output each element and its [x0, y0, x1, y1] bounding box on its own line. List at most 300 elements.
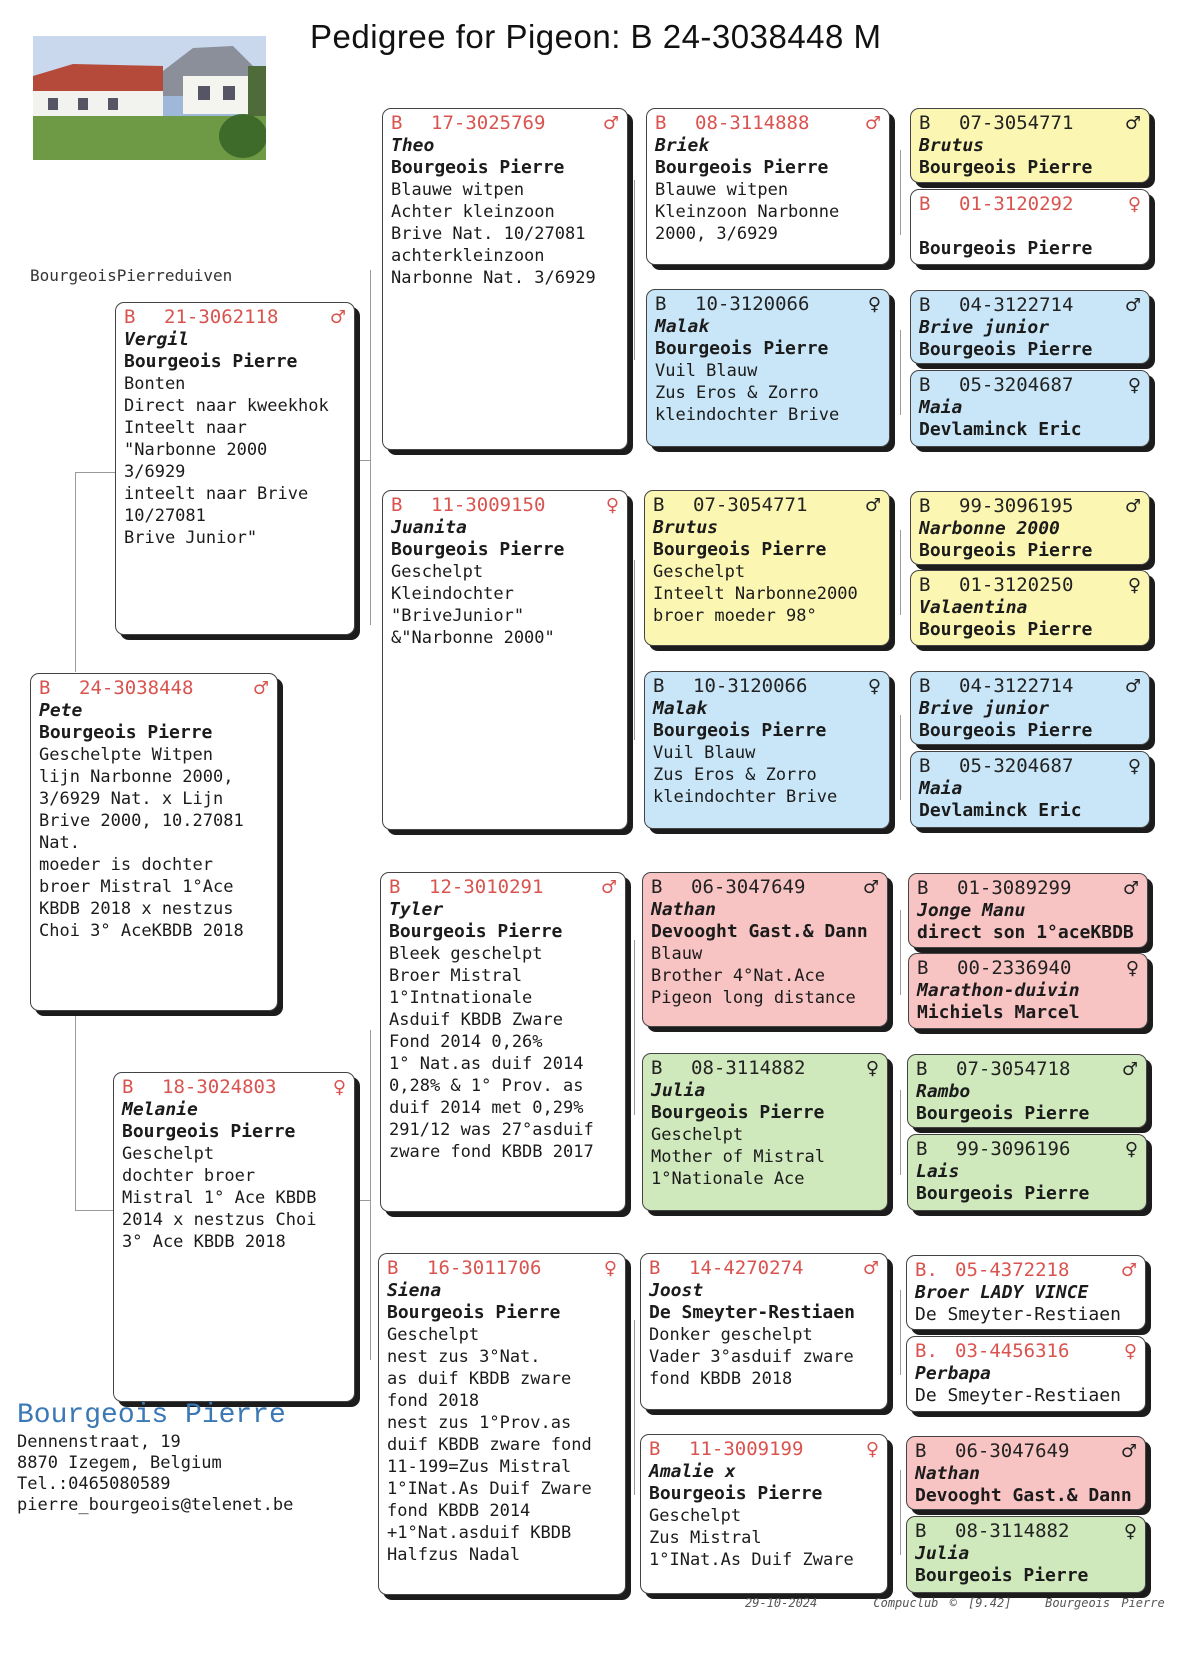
country-code: B: [915, 1440, 927, 1462]
note-line: 3/6929: [124, 462, 186, 482]
ring-header: [653, 675, 881, 698]
ring-header: [919, 495, 1141, 518]
owner-name: Bourgeois Pierre: [655, 338, 829, 359]
note-line: Brother 4°Nat.Ace: [651, 966, 825, 986]
note-line: Direct naar kweekhok: [124, 396, 329, 416]
pigeon-name: Maia: [919, 397, 963, 418]
ancestor-card[interactable]: [910, 751, 1150, 828]
ring-number: 18-3024803: [162, 1076, 277, 1098]
owner-name: Bourgeois Pierre: [915, 1565, 1089, 1586]
sex-icon: ♂: [1124, 113, 1141, 134]
ring-number: 07-3054771: [693, 494, 808, 516]
ring-number: 07-3054771: [959, 112, 1074, 134]
country-code: B: [655, 112, 667, 134]
subject-card[interactable]: [30, 673, 278, 1011]
sex-icon: ♂: [862, 1258, 879, 1279]
note-line: 2000, 3/6929: [655, 224, 778, 244]
connector: [900, 1090, 901, 1175]
connector: [900, 1470, 901, 1555]
ring-header: [917, 877, 1139, 900]
ring-number: 24-3038448: [79, 677, 194, 699]
ring-number: 08-3114888: [695, 112, 810, 134]
ring-number: 00-2336940: [957, 957, 1072, 979]
ancestor-card[interactable]: [910, 491, 1150, 565]
footer-owner: Bourgeois Pierre: [1045, 1596, 1165, 1610]
ring-header: [919, 112, 1141, 135]
sex-icon: ♂: [329, 307, 346, 328]
owner-name: Bourgeois Pierre: [919, 540, 1093, 561]
pigeon-name: Brutus: [919, 135, 985, 156]
country-code: B: [915, 1520, 927, 1542]
great-grandparent-card[interactable]: [644, 671, 890, 829]
sex-icon: ♀: [865, 1058, 879, 1079]
note-line: Inteelt naar: [124, 418, 247, 438]
note-line: lijn Narbonne 2000,: [39, 767, 234, 787]
country-code: B: [919, 574, 931, 596]
ring-header: [651, 876, 879, 899]
ancestor-card[interactable]: [906, 1336, 1146, 1412]
note-line: Asduif KBDB Zware: [389, 1010, 563, 1030]
ring-header: [919, 574, 1141, 597]
country-code: B: [919, 112, 931, 134]
owner-name: Bourgeois Pierre: [122, 1121, 296, 1142]
note-line: Brive Nat. 10/27081: [391, 224, 586, 244]
connector: [900, 910, 901, 995]
sex-icon: ♂: [600, 877, 617, 898]
pigeon-name: Nathan: [651, 899, 717, 920]
note-line: Zus Eros & Zorro: [653, 765, 817, 785]
ancestor-card[interactable]: [910, 370, 1150, 447]
sex-icon: ♂: [1121, 1059, 1138, 1080]
note-line: Bleek geschelpt: [389, 944, 543, 964]
sex-icon: ♂: [864, 113, 881, 134]
note-line: Inteelt Narbonne2000: [653, 584, 858, 604]
ring-number: 99-3096196: [956, 1138, 1071, 1160]
pigeon-name: Brutus: [653, 517, 719, 538]
ring-number: 99-3096195: [959, 495, 1074, 517]
sex-icon: ♀: [603, 1258, 617, 1279]
note-line: Narbonne Nat. 3/6929: [391, 268, 596, 288]
note-line: 10/27081: [124, 506, 206, 526]
sex-icon: ♀: [1127, 575, 1141, 596]
country-code: B: [39, 677, 51, 699]
ring-number: 07-3054718: [956, 1058, 1071, 1080]
owner-name: Bourgeois Pierre: [916, 1183, 1090, 1204]
owner-name: direct son 1°aceKBDB: [917, 922, 1134, 943]
ring-header: [655, 112, 881, 135]
country-code: B: [919, 294, 931, 316]
print-date: 29-10-2024: [745, 1596, 818, 1610]
note-line: 0,28% & 1° Prov. as: [389, 1076, 584, 1096]
connector: [900, 715, 901, 800]
country-code: B: [387, 1257, 399, 1279]
pigeon-name: Jonge Manu: [917, 900, 1026, 921]
page-title: Pedigree for Pigeon: B 24-3038448 M: [310, 18, 882, 55]
ring-number: 11-3009199: [689, 1438, 804, 1460]
country-code: B: [916, 1138, 928, 1160]
sex-icon: ♂: [864, 495, 881, 516]
country-code: B: [391, 494, 403, 516]
owner-name: Devooght Gast.& Dann: [651, 921, 868, 942]
ring-header: [387, 1257, 617, 1280]
note-line: Geschelpte Witpen: [39, 745, 213, 765]
note-line: duif KBDB zware fond: [387, 1435, 592, 1455]
note-line: 1°INat.As Duif Zware: [649, 1550, 854, 1570]
ancestor-card[interactable]: [906, 1436, 1146, 1510]
grandparent-card[interactable]: [382, 108, 628, 450]
great-grandparent-card[interactable]: [642, 872, 888, 1027]
owner-name: Devlaminck Eric: [919, 419, 1082, 440]
note-line: 11-199=Zus Mistral: [387, 1457, 572, 1477]
country-code: B: [122, 1076, 134, 1098]
note-line: 1° Nat.as duif 2014: [389, 1054, 584, 1074]
ancestor-card[interactable]: [908, 953, 1148, 1029]
note-line: 291/12 was 27°asduif: [389, 1120, 594, 1140]
note-line: zware fond KBDB 2017: [389, 1142, 594, 1162]
ring-header: [916, 1058, 1138, 1081]
ring-number: 06-3047649: [691, 876, 806, 898]
ring-number: 01-3089299: [957, 877, 1072, 899]
owner-name: Bourgeois Pierre: [653, 539, 827, 560]
breeder-city: 8870 Izegem, Belgium: [17, 1453, 222, 1473]
note-line: as duif KBDB zware: [387, 1369, 572, 1389]
note-line: broer moeder 98°: [653, 606, 817, 626]
note-line: Nat.: [39, 833, 80, 853]
connector: [370, 1030, 371, 1360]
connector: [900, 330, 901, 415]
owner-name: De Smeyter-Restiaen: [915, 1304, 1121, 1325]
ancestor-card[interactable]: [906, 1255, 1146, 1330]
breeder-phone[interactable]: Tel.:0465080589: [17, 1474, 171, 1494]
ring-header: [915, 1440, 1137, 1463]
note-line: broer Mistral 1°Ace: [39, 877, 234, 897]
pigeon-name: Joost: [649, 1280, 704, 1301]
sex-icon: ♀: [1125, 958, 1139, 979]
country-code: B: [919, 675, 931, 697]
pigeon-name: Julia: [651, 1080, 706, 1101]
owner-name: Bourgeois Pierre: [124, 351, 298, 372]
sex-icon: ♂: [1124, 295, 1141, 316]
note-line: 1°Intnationale: [389, 988, 533, 1008]
note-line: Vuil Blauw: [653, 743, 756, 763]
connector: [370, 270, 371, 625]
ring-number: 11-3009150: [431, 494, 546, 516]
software-credit: Compuclub © [9.42]: [873, 1596, 1012, 1610]
pigeon-name: Narbonne 2000: [919, 518, 1060, 539]
ancestor-card[interactable]: [910, 290, 1150, 364]
note-line: Zus Eros & Zorro: [655, 383, 819, 403]
ring-header: [655, 293, 881, 316]
great-grandparent-card[interactable]: [646, 108, 890, 265]
ring-number: 17-3025769: [431, 112, 546, 134]
pigeon-name: Maia: [919, 778, 963, 799]
ring-number: 01-3120250: [959, 574, 1074, 596]
ancestor-card[interactable]: [910, 189, 1150, 265]
great-grandparent-card[interactable]: [640, 1434, 888, 1594]
sex-icon: ♀: [605, 495, 619, 516]
note-line: fond KBDB 2018: [649, 1369, 793, 1389]
ring-header: [919, 294, 1141, 317]
country-code: B: [919, 374, 931, 396]
sex-icon: ♀: [1123, 1521, 1137, 1542]
ring-number: 21-3062118: [164, 306, 279, 328]
sex-icon: ♀: [1127, 375, 1141, 396]
sex-icon: ♀: [1127, 756, 1141, 777]
note-line: nest zus 3°Nat.: [387, 1347, 541, 1367]
note-line: Mother of Mistral: [651, 1147, 825, 1167]
ring-number: 08-3114882: [691, 1057, 806, 1079]
country-code: B: [651, 876, 663, 898]
note-line: kleindochter Brive: [653, 787, 838, 807]
grandparent-card[interactable]: [380, 872, 626, 1212]
note-line: Brive 2000, 10.27081: [39, 811, 244, 831]
note-line: 1°Nationale Ace: [651, 1169, 805, 1189]
owner-name: Bourgeois Pierre: [387, 1302, 561, 1323]
ring-number: 05-3204687: [959, 374, 1074, 396]
connector: [75, 472, 76, 672]
ring-number: 16-3011706: [427, 1257, 542, 1279]
great-grandparent-card[interactable]: [640, 1253, 888, 1410]
ring-header: [915, 1259, 1137, 1282]
owner-name: Bourgeois Pierre: [653, 720, 827, 741]
ring-number: 04-3122714: [959, 675, 1074, 697]
pigeon-name: Nathan: [915, 1463, 981, 1484]
ring-header: [649, 1257, 879, 1280]
breeder-name: Bourgeois Pierre: [17, 1400, 286, 1431]
ring-number: 03-4456316: [955, 1340, 1070, 1362]
country-code: B.: [915, 1259, 938, 1281]
country-code: B: [917, 957, 929, 979]
note-line: inteelt naar Brive: [124, 484, 309, 504]
ring-header: [391, 494, 619, 517]
note-line: Achter kleinzoon: [391, 202, 555, 222]
connector: [75, 472, 115, 473]
note-line: Geschelpt: [387, 1325, 480, 1345]
pigeon-name: Amalie x: [649, 1461, 736, 1482]
pigeon-name: Briek: [655, 135, 710, 156]
country-code: B: [916, 1058, 928, 1080]
note-line: Geschelpt: [649, 1506, 742, 1526]
ancestor-card[interactable]: [908, 873, 1148, 948]
pigeon-name: Tyler: [389, 899, 444, 920]
ring-header: [124, 306, 346, 329]
pigeon-name: Lais: [916, 1161, 960, 1182]
country-code: B: [653, 494, 665, 516]
ancestor-card[interactable]: [907, 1054, 1147, 1128]
owner-name: Devooght Gast.& Dann: [915, 1485, 1132, 1506]
pigeon-name: Perbapa: [915, 1363, 991, 1384]
ring-number: 05-3204687: [959, 755, 1074, 777]
pigeon-name: Juanita: [391, 517, 467, 538]
sex-icon: ♂: [862, 877, 879, 898]
connector: [634, 940, 635, 1115]
note-line: Vader 3°asduif zware: [649, 1347, 854, 1367]
grandparent-card[interactable]: [382, 490, 628, 830]
ring-number: 06-3047649: [955, 1440, 1070, 1462]
ring-header: [919, 675, 1141, 698]
connector: [634, 560, 635, 740]
ring-header: [915, 1520, 1137, 1543]
pigeon-name: Marathon-duivin: [917, 980, 1080, 1001]
country-code: B: [655, 293, 667, 315]
note-line: Blauwe witpen: [655, 180, 789, 200]
connector: [900, 530, 901, 615]
pigeon-name: Siena: [387, 1280, 442, 1301]
note-line: kleindochter Brive: [655, 405, 840, 425]
sex-icon: ♀: [1123, 1341, 1137, 1362]
sex-icon: ♀: [1127, 194, 1141, 215]
ring-number: 10-3120066: [693, 675, 808, 697]
ring-header: [919, 755, 1141, 778]
sex-icon: ♂: [1122, 878, 1139, 899]
note-line: Broer Mistral: [389, 966, 523, 986]
note-line: "Narbonne 2000: [124, 440, 268, 460]
ancestor-card[interactable]: [906, 1516, 1146, 1593]
owner-name: De Smeyter-Restiaen: [915, 1385, 1121, 1406]
country-code: B.: [915, 1340, 938, 1362]
note-line: Donker geschelpt: [649, 1325, 813, 1345]
note-line: 1°INat.As Duif Zware: [387, 1479, 592, 1499]
note-line: duif 2014 met 0,29%: [389, 1098, 584, 1118]
note-line: Halfzus Nadal: [387, 1545, 521, 1565]
note-line: Pigeon long distance: [651, 988, 856, 1008]
note-line: Mistral 1° Ace KBDB: [122, 1188, 317, 1208]
country-code: B: [649, 1257, 661, 1279]
ancestor-card[interactable]: [907, 1134, 1147, 1211]
connector: [900, 150, 901, 235]
note-line: achterkleinzoon: [391, 246, 545, 266]
pigeon-name: Valaentina: [919, 597, 1028, 618]
sex-icon: ♂: [252, 678, 269, 699]
country-code: B: [919, 193, 931, 215]
sex-icon: ♂: [1124, 496, 1141, 517]
sex-icon: ♂: [602, 113, 619, 134]
grandparent-card[interactable]: [378, 1253, 626, 1595]
note-line: 2014 x nestzus Choi: [122, 1210, 317, 1230]
loft-photo: [33, 36, 266, 160]
country-code: B: [919, 755, 931, 777]
note-line: Brive Junior": [124, 528, 258, 548]
note-line: Fond 2014 0,26%: [389, 1032, 543, 1052]
country-code: B: [649, 1438, 661, 1460]
ring-header: [919, 374, 1141, 397]
pigeon-name: Brive junior: [919, 698, 1050, 719]
pigeon-name: Julia: [915, 1543, 970, 1564]
country-code: B: [653, 675, 665, 697]
ring-number: 05-4372218: [955, 1259, 1070, 1281]
breeder-contact: [17, 1400, 293, 1516]
country-code: B: [124, 306, 136, 328]
pigeon-name: Theo: [391, 135, 435, 156]
owner-name: Bourgeois Pierre: [919, 339, 1093, 360]
great-grandparent-card[interactable]: [642, 1053, 888, 1211]
owner-name: Bourgeois Pierre: [649, 1483, 823, 1504]
ring-header: [653, 494, 881, 517]
ring-header: [919, 193, 1141, 216]
owner-name: Bourgeois Pierre: [651, 1102, 825, 1123]
connector: [634, 180, 635, 360]
owner-name: Bourgeois Pierre: [391, 539, 565, 560]
great-grandparent-card[interactable]: [646, 289, 890, 447]
note-line: Geschelpt: [122, 1144, 215, 1164]
country-code: B: [389, 876, 401, 898]
ring-header: [122, 1076, 346, 1099]
ring-number: 12-3010291: [429, 876, 544, 898]
note-line: Kleindochter: [391, 584, 514, 604]
note-line: Choi 3° AceKBDB 2018: [39, 921, 244, 941]
ring-header: [917, 957, 1139, 980]
ancestor-card[interactable]: [910, 671, 1150, 745]
pigeon-name: Broer LADY VINCE: [915, 1282, 1089, 1303]
ring-number: 04-3122714: [959, 294, 1074, 316]
sex-icon: ♀: [332, 1077, 346, 1098]
owner-name: Bourgeois Pierre: [655, 157, 829, 178]
note-line: &"Narbonne 2000": [391, 628, 555, 648]
mother-card[interactable]: [113, 1072, 355, 1402]
owner-name: Bourgeois Pierre: [919, 238, 1093, 259]
country-code: B: [919, 495, 931, 517]
country-code: B: [651, 1057, 663, 1079]
connector: [900, 1290, 901, 1375]
note-line: Vuil Blauw: [655, 361, 758, 381]
pigeon-name: Pete: [39, 700, 83, 721]
pigeon-name: Brive junior: [919, 317, 1050, 338]
ring-header: [915, 1340, 1137, 1363]
owner-name: De Smeyter-Restiaen: [649, 1302, 855, 1323]
note-line: nest zus 1°Prov.as: [387, 1413, 572, 1433]
ring-header: [916, 1138, 1138, 1161]
ring-number: 08-3114882: [955, 1520, 1070, 1542]
ring-header: [391, 112, 619, 135]
note-line: Zus Mistral: [649, 1528, 762, 1548]
note-line: Kleinzoon Narbonne: [655, 202, 840, 222]
pigeon-name: Vergil: [124, 329, 190, 350]
pigeon-name: Malak: [655, 316, 710, 337]
ancestor-card[interactable]: [910, 108, 1150, 183]
note-line: 3/6929 Nat. x Lijn: [39, 789, 224, 809]
great-grandparent-card[interactable]: [644, 490, 890, 646]
country-code: B: [391, 112, 403, 134]
father-card[interactable]: [115, 302, 355, 635]
ring-number: 10-3120066: [695, 293, 810, 315]
owner-name: Bourgeois Pierre: [919, 720, 1093, 741]
connector: [634, 1320, 635, 1495]
sex-icon: ♂: [1120, 1441, 1137, 1462]
note-line: dochter broer: [122, 1166, 256, 1186]
connector: [75, 1210, 115, 1211]
note-line: +1°Nat.asduif KBDB: [387, 1523, 572, 1543]
pigeon-name: [919, 216, 1141, 238]
note-line: "BriveJunior": [391, 606, 525, 626]
page-footer: [745, 1596, 1165, 1610]
ring-number: 14-4270274: [689, 1257, 804, 1279]
breeder-email[interactable]: pierre_bourgeois@telenet.be: [17, 1495, 294, 1515]
note-line: Blauwe witpen: [391, 180, 525, 200]
sex-icon: ♀: [867, 676, 881, 697]
ring-header: [389, 876, 617, 899]
owner-name: Bourgeois Pierre: [919, 157, 1093, 178]
note-line: fond 2018: [387, 1391, 480, 1411]
sex-icon: ♀: [867, 294, 881, 315]
sex-icon: ♂: [1124, 676, 1141, 697]
note-line: Geschelpt: [653, 562, 746, 582]
ancestor-card[interactable]: [910, 570, 1150, 646]
sex-icon: ♂: [1120, 1260, 1137, 1281]
note-line: Bonten: [124, 374, 186, 394]
breeder-street: Dennenstraat, 19: [17, 1432, 181, 1452]
country-code: B: [917, 877, 929, 899]
owner-name: Devlaminck Eric: [919, 800, 1082, 821]
